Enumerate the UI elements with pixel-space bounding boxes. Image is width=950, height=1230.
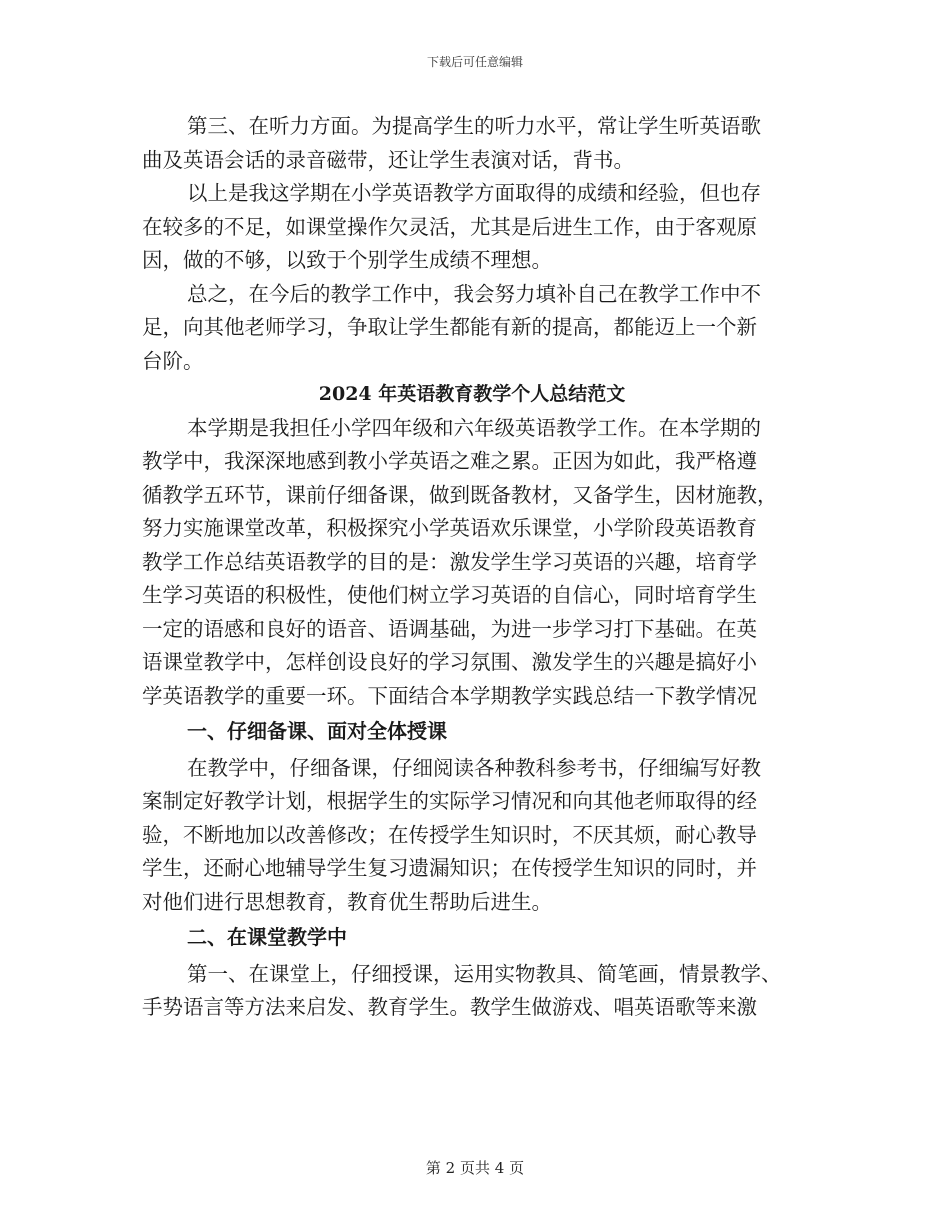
text-line: 本学期是我担任小学四年级和六年级英语教学工作。在本学期的	[187, 415, 761, 440]
text-line: 足，向其他老师学习，争取让学生都能有新的提高，都能迈上一个新	[142, 315, 757, 339]
paragraph	[142, 177, 802, 278]
text-line: 学生，还耐心地辅导学生复习遗漏知识；在传授学生知识的同时，并	[142, 856, 757, 880]
text-line: 生学习英语的积极性，使他们树立学习英语的自信心，同时培育学生	[142, 583, 757, 607]
paragraph	[142, 412, 802, 714]
text-line: 总之，在今后的教学工作中，我会努力填补自己在教学工作中不	[187, 281, 761, 306]
text-line: 语课堂教学中，怎样创设良好的学习氛围、激发学生的兴趣是搞好小	[142, 650, 757, 674]
text-line: 在较多的不足，如课堂操作欠灵活，尤其是后进生工作，由于客观原	[142, 214, 757, 239]
paragraph	[142, 752, 802, 920]
section-title: 2024 年英语教育教学个人总结范文	[318, 383, 626, 405]
paragraph	[142, 958, 802, 1025]
text-line: 学英语教学的重要一环。下面结合本学期教学实践总结一下教学情况	[142, 683, 757, 708]
text-line: 在教学中，仔细备课，仔细阅读各种教科参考书，仔细编写好教	[187, 755, 761, 780]
text-line: 验，不断地加以改善修改；在传授学生知识时，不厌其烦，耐心教导	[142, 822, 757, 847]
page-header: 下载后可任意编辑	[426, 55, 523, 69]
text-line: 以上是我这学期在小学英语教学方面取得的成绩和经验，但也存	[187, 181, 761, 205]
text-line: 对他们进行思想教育，教育优生帮助后进生。	[142, 889, 552, 914]
subsection-heading: 一、仔细备课、面对全体授课	[187, 719, 447, 743]
text-line: 教学中，我深深地感到教小学英语之难之累。正因为如此，我严格遵	[142, 449, 757, 473]
text-line: 因，做的不够，以致于个别学生成绩不理想。	[142, 248, 552, 272]
text-line: 一定的语感和良好的语音、语调基础，为进一步学习打下基础。在英	[142, 616, 757, 641]
text-line: 台阶。	[142, 348, 204, 373]
text-line: 手势语言等方法来启发、教育学生。教学生做游戏、唱英语歌等来激	[142, 995, 757, 1019]
text-line: 循教学五环节，课前仔细备课，做到既备教材，又备学生，因材施教，	[142, 482, 778, 507]
paragraph	[142, 278, 802, 379]
document-body	[142, 110, 802, 1025]
text-line: 案制定好教学计划，根据学生的实际学习情况和向其他老师取得的经	[142, 789, 757, 813]
page-number: 第 2 页共 4 页	[425, 1159, 525, 1177]
paragraph	[142, 110, 802, 177]
text-line: 第三、在听力方面。为提高学生的听力水平，常让学生听英语歌	[187, 114, 761, 138]
subsection-heading: 二、在课堂教学中	[187, 925, 347, 949]
text-line: 努力实施课堂改革，积极探究小学英语欢乐课堂，小学阶段英语教育	[142, 516, 757, 540]
text-line: 曲及英语会话的录音磁带，还让学生表演对话，背书。	[142, 147, 634, 172]
text-line: 教学工作总结英语教学的目的是：激发学生学习英语的兴趣，培育学	[142, 549, 757, 574]
text-line: 第一、在课堂上，仔细授课，运用实物教具、简笔画，情景教学、	[187, 961, 782, 986]
